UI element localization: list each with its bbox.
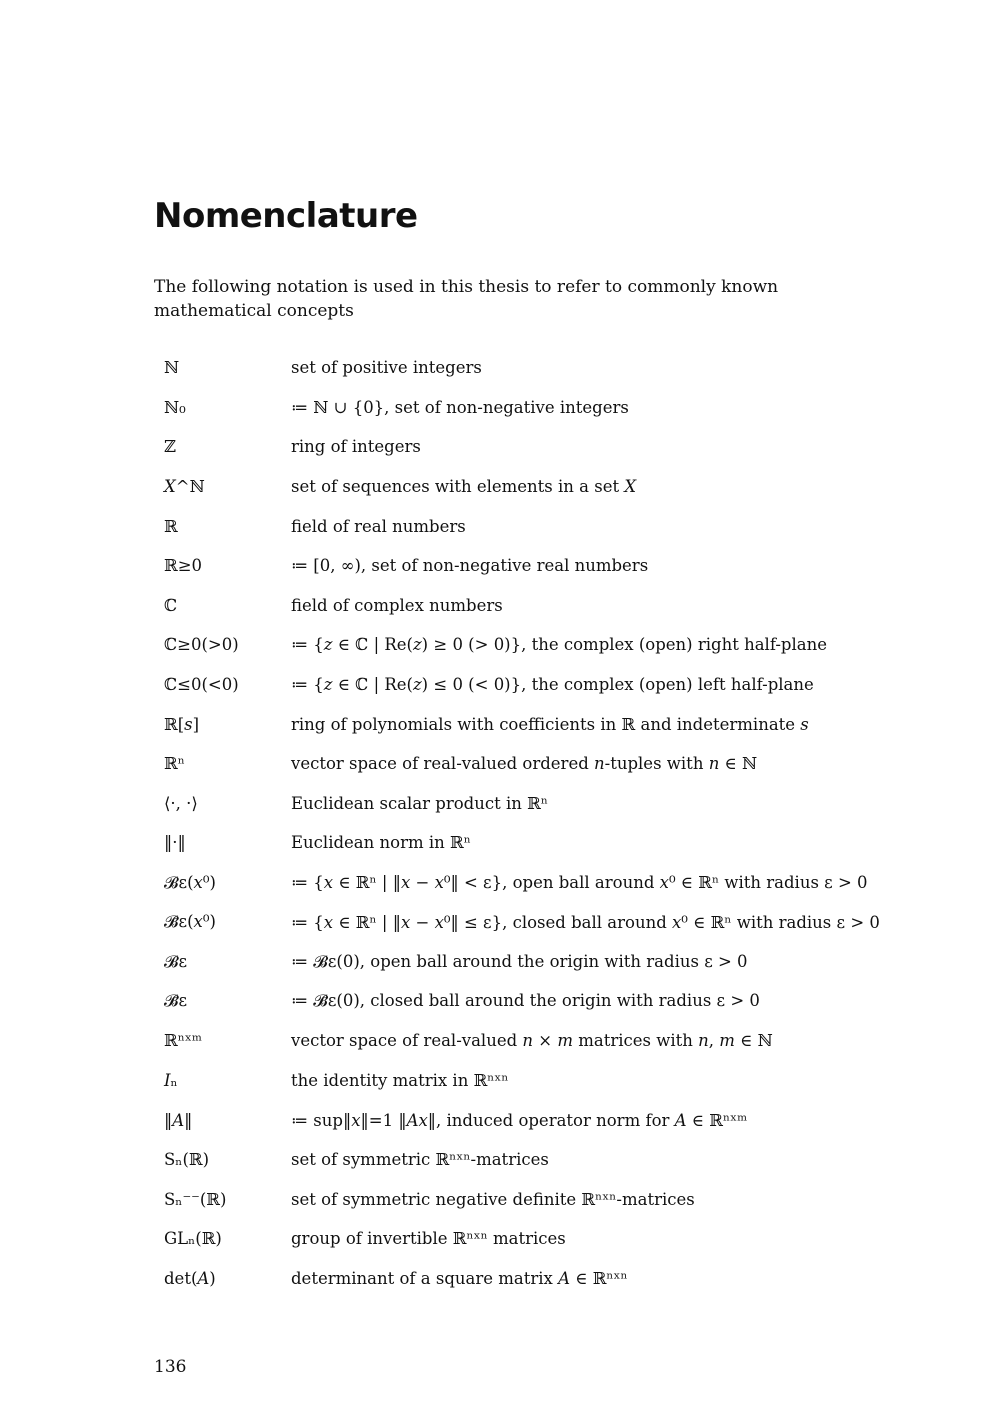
symbol: 𝓑̄ε(𝑥⁰) (164, 912, 216, 932)
nomenclature-row (164, 665, 904, 705)
symbol: 𝓑̄ε (164, 991, 188, 1011)
symbol: ℝ[𝑠] (164, 714, 200, 734)
description: ≔ {𝑧 ∈ ℂ | Re(𝑧) ≤ 0 (< 0)}, the complex (open) left half-plane (291, 675, 814, 695)
description: ≔ 𝓑̄ε(0), closed ball around the origin with radius ε > 0 (291, 991, 760, 1011)
description: Euclidean scalar product in ℝⁿ (291, 793, 548, 813)
description: ring of polynomials with coefficients in ℝ and indeterminate 𝑠 (291, 714, 809, 734)
nomenclature-row (164, 1140, 904, 1180)
symbol: ℝ (164, 516, 178, 536)
nomenclature-row (164, 1259, 904, 1299)
description: determinant of a square matrix 𝐴 ∈ ℝⁿˣⁿ (291, 1268, 628, 1288)
nomenclature-row (164, 506, 904, 546)
nomenclature-row (164, 1219, 904, 1259)
description: ≔ {𝑥 ∈ ℝⁿ | ‖𝑥 − 𝑥⁰‖ ≤ ε}, closed ball around 𝑥⁰ ∈ ℝⁿ with radius ε > 0 (291, 912, 880, 932)
description: ring of integers (291, 437, 421, 457)
nomenclature-list (164, 348, 904, 1298)
description: ≔ {𝑥 ∈ ℝⁿ | ‖𝑥 − 𝑥⁰‖ < ε}, open ball around 𝑥⁰ ∈ ℝⁿ with radius ε > 0 (291, 873, 868, 893)
nomenclature-row (164, 982, 904, 1022)
description: field of complex numbers (291, 595, 503, 615)
symbol: Sₙ⁻⁻(ℝ) (164, 1189, 227, 1209)
symbol: 𝓑ε (164, 951, 188, 971)
symbol: ℝ≥0 (164, 556, 203, 576)
symbol: ℕ (164, 358, 180, 378)
nomenclature-row (164, 348, 904, 388)
description: ≔ [0, ∞), set of non-negative real numbers (291, 556, 649, 576)
nomenclature-row (164, 704, 904, 744)
symbol: 𝑋^ℕ (164, 477, 205, 497)
symbol: ℂ≤0(<0) (164, 675, 239, 695)
nomenclature-row (164, 388, 904, 428)
description: field of real numbers (291, 516, 466, 536)
nomenclature-row (164, 863, 904, 903)
symbol: ‖𝐴‖ (164, 1110, 193, 1130)
symbol: ℂ (164, 595, 178, 615)
description: set of sequences with elements in a set 𝑋 (291, 477, 637, 497)
nomenclature-row (164, 586, 904, 626)
nomenclature-row (164, 1021, 904, 1061)
symbol: ⟨·, ·⟩ (164, 793, 198, 813)
description: vector space of real-valued ordered 𝑛-tuples with 𝑛 ∈ ℕ (291, 754, 758, 774)
symbol: GLₙ(ℝ) (164, 1229, 222, 1249)
nomenclature-row (164, 744, 904, 784)
nomenclature-row (164, 1061, 904, 1101)
symbol: Sₙ(ℝ) (164, 1150, 210, 1170)
nomenclature-row (164, 1100, 904, 1140)
nomenclature-row (164, 784, 904, 824)
nomenclature-row (164, 427, 904, 467)
symbol: det(𝐴) (164, 1268, 216, 1288)
nomenclature-row (164, 546, 904, 586)
description: vector space of real-valued 𝑛 × 𝑚 matrices with 𝑛, 𝑚 ∈ ℕ (291, 1031, 773, 1051)
symbol: ‖·‖ (164, 833, 186, 853)
nomenclature-row (164, 1179, 904, 1219)
description: ≔ ℕ ∪ {0}, set of non-negative integers (291, 397, 629, 417)
description: Euclidean norm in ℝⁿ (291, 833, 471, 853)
symbol: ℝⁿˣᵐ (164, 1031, 202, 1051)
nomenclature-row (164, 625, 904, 665)
symbol: ℂ≥0(>0) (164, 635, 239, 655)
description: ≔ 𝓑ε(0), open ball around the origin with radius ε > 0 (291, 951, 748, 971)
description: ≔ sup‖𝑥‖=1 ‖𝐴𝑥‖, induced operator norm for 𝐴 ∈ ℝⁿˣᵐ (291, 1110, 748, 1130)
nomenclature-row (164, 942, 904, 982)
symbol: ℝⁿ (164, 754, 185, 774)
symbol: 𝐼ₙ (164, 1070, 178, 1090)
symbol: ℕ₀ (164, 397, 186, 417)
description: set of symmetric negative definite ℝⁿˣⁿ-matrices (291, 1189, 695, 1209)
description: the identity matrix in ℝⁿˣⁿ (291, 1070, 509, 1090)
nomenclature-row (164, 467, 904, 507)
nomenclature-row (164, 823, 904, 863)
symbol: 𝓑ε(𝑥⁰) (164, 872, 216, 892)
description: set of positive integers (291, 358, 482, 378)
description: ≔ {𝑧 ∈ ℂ | Re(𝑧) ≥ 0 (> 0)}, the complex (open) right half-plane (291, 635, 827, 655)
description: set of symmetric ℝⁿˣⁿ-matrices (291, 1150, 549, 1170)
page-number: 136 (154, 1357, 187, 1377)
intro-paragraph: The following notation is used in this thesis to refer to commonly known mathematical concepts (154, 277, 779, 321)
description: group of invertible ℝⁿˣⁿ matrices (291, 1229, 566, 1249)
page-title: Nomenclature (154, 196, 418, 236)
symbol: ℤ (164, 437, 177, 457)
nomenclature-row (164, 902, 904, 942)
